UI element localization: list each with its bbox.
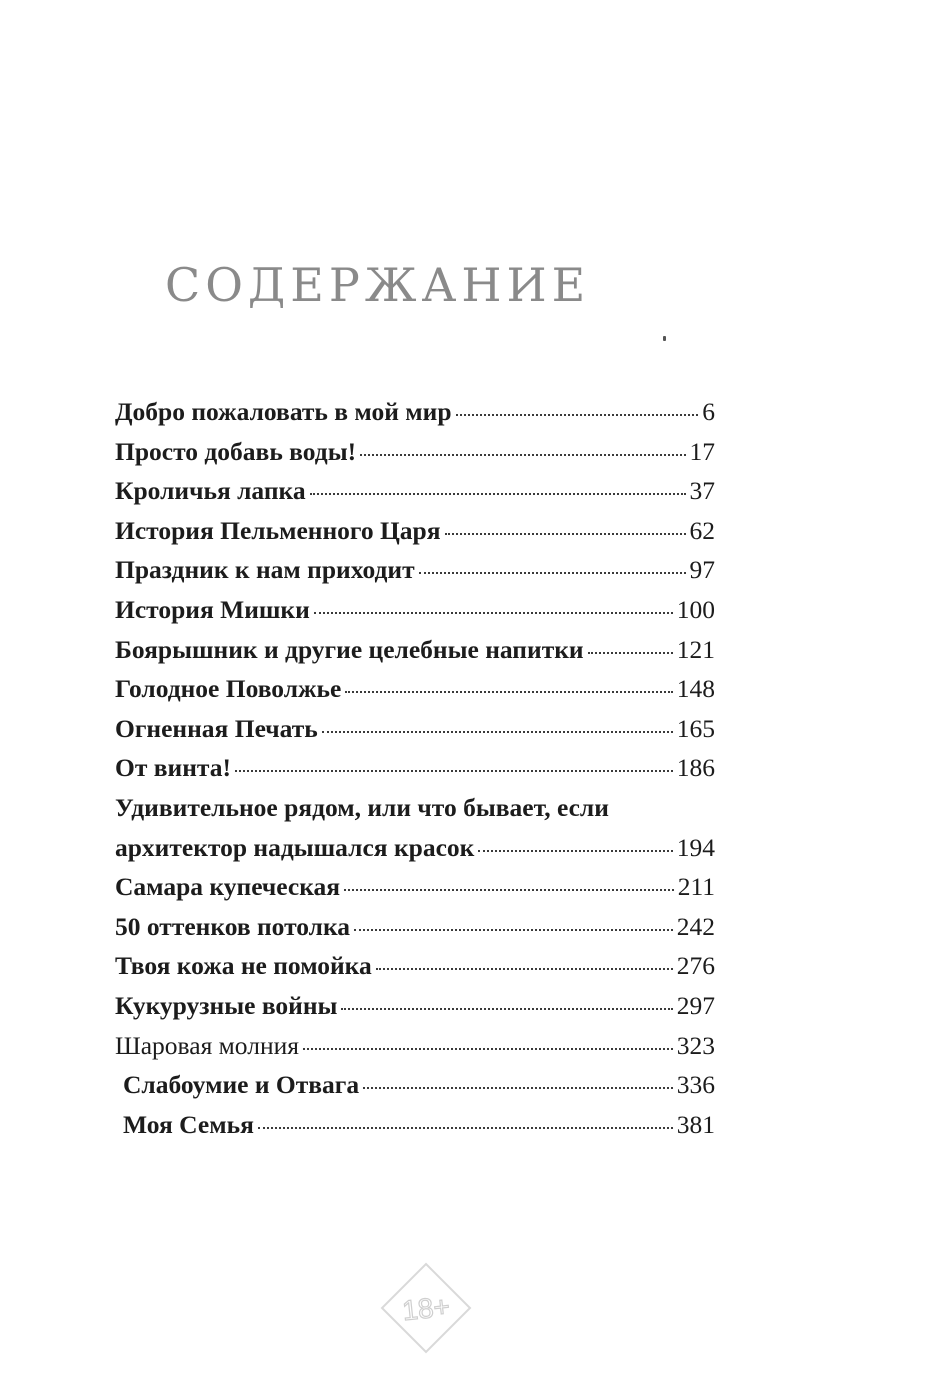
toc-entry [115, 1065, 715, 1105]
toc-entry [115, 471, 715, 511]
dot-leader [344, 889, 674, 891]
toc-entry [115, 946, 715, 986]
toc-entry-title: Боярышник и другие целебные напитки [115, 634, 584, 664]
dot-leader [235, 770, 673, 772]
age-rating-badge [378, 1260, 474, 1356]
toc-entry-page: 186 [676, 753, 715, 783]
dot-leader [478, 850, 672, 852]
toc-entry-title-line1: Удивительное рядом, или что бывает, если [115, 792, 609, 822]
toc-entry-title: История Пельменного Царя [115, 515, 441, 545]
toc-entry [115, 1105, 715, 1145]
toc-entry [115, 511, 715, 551]
toc-entry-title: Моя Семья [123, 1109, 254, 1139]
toc-entry-line2 [115, 828, 715, 868]
toc-entry [115, 709, 715, 749]
dot-leader [303, 1048, 673, 1050]
toc-entry [115, 748, 715, 788]
toc-entry-page: 100 [676, 594, 715, 624]
dot-leader [363, 1087, 673, 1089]
dot-leader [310, 493, 686, 495]
toc-entry [115, 669, 715, 709]
toc-entry-title: Самара купеческая [115, 872, 341, 902]
toc-entry-title: Шаровая молния [115, 1030, 299, 1060]
toc-entry-page: 297 [676, 990, 715, 1020]
dot-leader [456, 414, 699, 416]
age-rating-text: 18+ [400, 1290, 452, 1327]
toc-entry [115, 432, 715, 472]
toc-entry-page: 17 [689, 436, 715, 466]
dot-leader [322, 731, 673, 733]
dot-leader [258, 1127, 673, 1129]
dot-leader [419, 572, 686, 574]
dot-leader [588, 652, 673, 654]
toc-entry-title: Кроличья лапка [115, 476, 306, 506]
toc-entry-page: 62 [689, 515, 715, 545]
toc-entry-page: 211 [677, 872, 715, 902]
toc-entry-title: История Мишки [115, 594, 310, 624]
table-of-contents [115, 392, 715, 1144]
toc-entry-page: 194 [676, 832, 715, 862]
dot-leader [341, 1008, 672, 1010]
dot-leader [360, 454, 685, 456]
toc-entry-page: 97 [689, 555, 715, 585]
toc-entry [115, 1026, 715, 1066]
toc-entry-page: 37 [689, 476, 715, 506]
toc-entry [115, 590, 715, 630]
toc-entry-title: Просто добавь воды! [115, 436, 357, 466]
toc-entry [115, 907, 715, 947]
toc-entry-page: 276 [676, 951, 715, 981]
toc-entry [115, 986, 715, 1026]
toc-entry-title: Слабоумие и Отвага [123, 1070, 360, 1100]
toc-entry [115, 788, 715, 867]
toc-entry-title: Добро пожаловать в мой мир [115, 397, 452, 426]
dot-leader [376, 968, 673, 970]
toc-entry [115, 550, 715, 590]
toc-entry-page: 148 [676, 674, 715, 704]
toc-entry-page: 6 [702, 397, 715, 426]
toc-entry-page: 121 [676, 634, 715, 664]
dot-leader [445, 533, 686, 535]
toc-entry-title: Праздник к нам приходит [115, 555, 415, 585]
toc-entry-title: От винта! [115, 753, 231, 783]
toc-entry-title: Огненная Печать [115, 713, 318, 743]
toc-entry-title: Кукурузные войны [115, 990, 338, 1020]
toc-entry-title: Твоя кожа не помойка [115, 951, 372, 981]
dot-leader [314, 612, 673, 614]
toc-entry-page: 242 [676, 911, 715, 941]
ink-speck [663, 336, 666, 341]
toc-entry-title-line2: архитектор надышался красок [115, 832, 475, 862]
toc-entry-title: 50 оттенков потолка [115, 911, 351, 941]
toc-entry-page: 381 [676, 1109, 715, 1139]
toc-heading: СОДЕРЖАНИЕ [165, 258, 591, 312]
toc-entry-page: 336 [676, 1070, 715, 1100]
toc-entry-page: 323 [676, 1030, 715, 1060]
toc-entry [115, 867, 715, 907]
toc-entry-title: Голодное Поволжье [115, 674, 342, 704]
dot-leader [345, 691, 672, 693]
toc-entry [115, 630, 715, 670]
dot-leader [354, 929, 673, 931]
toc-entry [115, 392, 715, 432]
toc-entry-page: 165 [676, 713, 715, 743]
